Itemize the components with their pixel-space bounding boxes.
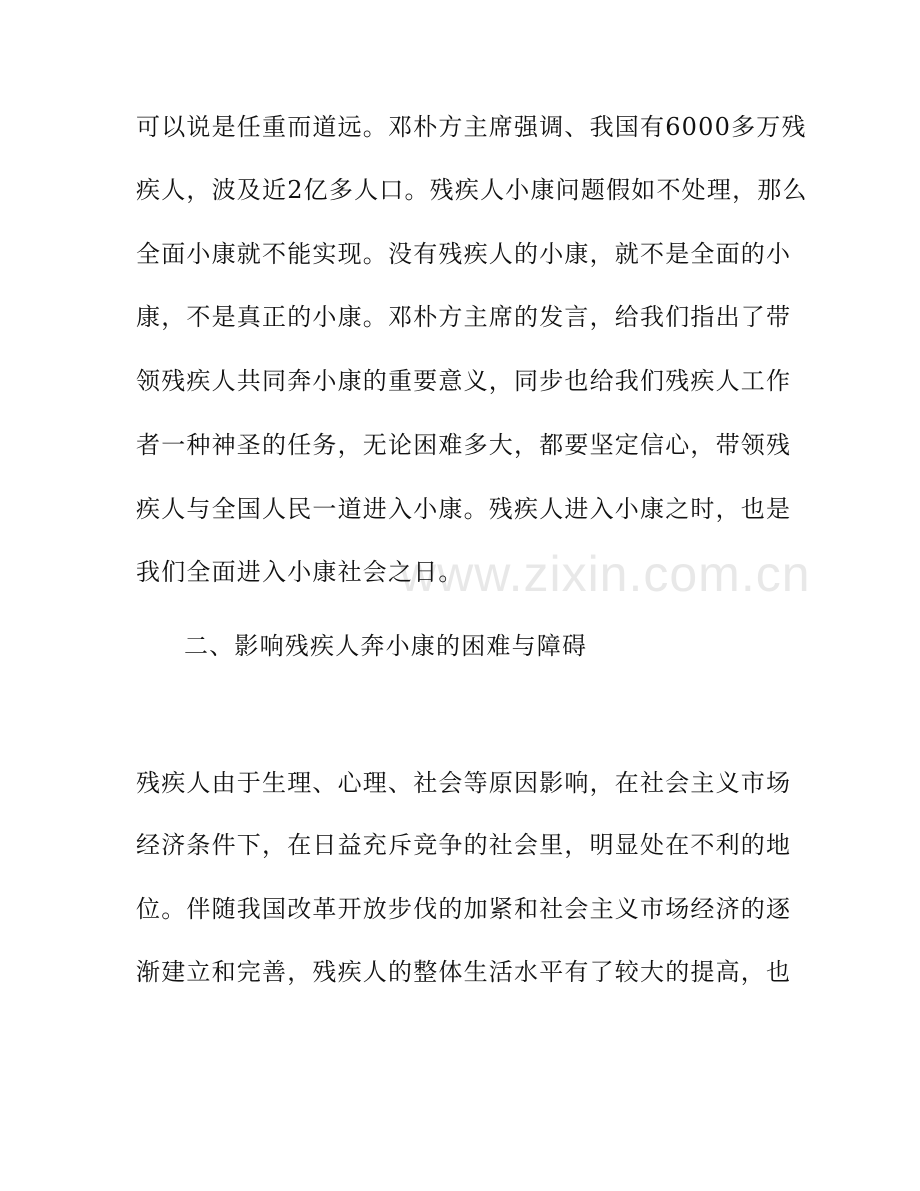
- paragraph-line: 疾人与全国人民一道进入小康。残疾人进入小康之时，也是: [136, 495, 792, 523]
- paragraph-line: 渐建立和完善，残疾人的整体生活水平有了较大的提高，也: [136, 958, 792, 986]
- watermark-text: www.zixin.com.cn: [400, 546, 811, 602]
- paragraph-line: 位。伴随我国改革开放步伐的加紧和社会主义市场经济的逐: [136, 895, 792, 923]
- paragraph-line: 我们全面进入小康社会之日。: [136, 558, 464, 586]
- section-heading: 二、影响残疾人奔小康的困难与障碍: [184, 632, 588, 660]
- paragraph-line: 康，不是真正的小康。邓朴方主席的发言，给我们指出了带: [136, 303, 792, 331]
- paragraph-line: 全面小康就不能实现。没有残疾人的小康，就不是全面的小: [136, 240, 792, 268]
- paragraph-line: 经济条件下，在日益充斥竞争的社会里，明显处在不利的地: [136, 831, 792, 859]
- paragraph-line: 疾人，波及近2亿多人口。残疾人小康问题假如不处理，那么: [136, 176, 808, 204]
- paragraph-line: 者一种神圣的任务，无论困难多大，都要坚定信心，带领残: [136, 431, 792, 459]
- paragraph-line: 可以说是任重而道远。邓朴方主席强调、我国有6000多万残: [136, 113, 807, 141]
- paragraph-line: 领残疾人共同奔小康的重要意义，同步也给我们残疾人工作: [136, 367, 792, 395]
- paragraph-line: 残疾人由于生理、心理、社会等原因影响，在社会主义市场: [136, 769, 792, 797]
